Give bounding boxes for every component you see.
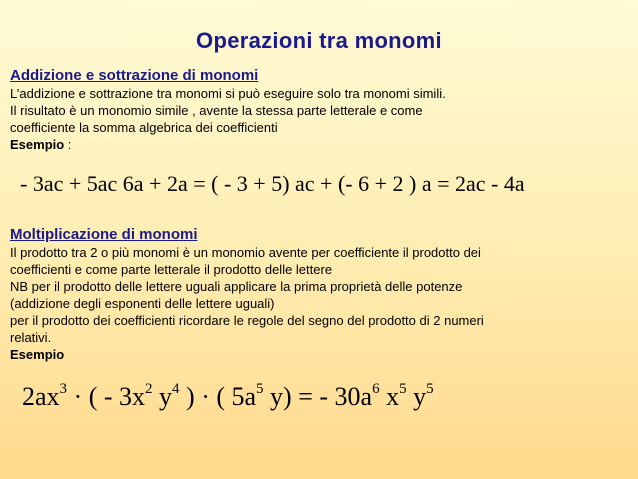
- addition-example-line: [10, 136, 630, 153]
- addition-line: L’addizione e sottrazione tra monomi si può eseguire solo tra monomi simili.: [10, 86, 446, 101]
- multiplication-line: (addizione degli esponenti delle lettere uguali): [10, 296, 275, 311]
- formula-exponent: 4: [172, 381, 180, 397]
- formula-exponent: 6: [372, 381, 380, 397]
- addition-line: Il risultato è un monomio simile , avente la stessa parte letterale e come: [10, 103, 423, 118]
- formula-term: · ( - 3x: [67, 382, 146, 411]
- formula-term: 2ax: [22, 382, 60, 411]
- multiplication-line: coefficienti e come parte letterale il prodotto delle lettere: [10, 262, 333, 277]
- addition-section: [10, 67, 630, 153]
- formula-term: y: [152, 382, 173, 411]
- addition-formula: - 3ac + 5ac 6a + 2a = ( - 3 + 5) ac + (- 6 + 2 ) a = 2ac - 4a: [20, 171, 525, 196]
- multiplication-example-line: [10, 346, 630, 363]
- formula-exponent: 5: [426, 381, 434, 397]
- formula-exponent: 2: [145, 381, 153, 397]
- multiplication-line: Il prodotto tra 2 o più monomi è un monomio avente per coefficiente il prodotto dei: [10, 245, 481, 260]
- formula-term: y: [406, 382, 427, 411]
- formula-exponent: 5: [399, 381, 407, 397]
- formula-exponent: 5: [256, 381, 264, 397]
- addition-heading: Addizione e sottrazione di monomi: [10, 67, 259, 84]
- formula-exponent: 3: [59, 381, 68, 397]
- multiplication-line: relativi.: [10, 330, 52, 345]
- multiplication-heading: Moltiplicazione di monomi: [10, 226, 198, 243]
- page-title: Operazioni tra monomi: [196, 28, 442, 53]
- example-label: Esempio: [10, 137, 65, 152]
- example-colon: :: [64, 137, 72, 152]
- multiplication-line: NB per il prodotto delle lettere uguali applicare la prima proprietà delle potenze: [10, 279, 463, 294]
- multiplication-line: per il prodotto dei coefficienti ricordare le regole del segno del prodotto di 2 numeri: [10, 313, 484, 328]
- multiplication-formula: [22, 382, 434, 412]
- example-label: Esempio: [10, 347, 65, 362]
- addition-line: coefficiente la somma algebrica dei coefficienti: [10, 120, 278, 135]
- formula-term: ) · ( 5a: [179, 382, 257, 411]
- formula-term: y) = - 30a: [263, 382, 373, 411]
- formula-term: x: [379, 382, 400, 411]
- multiplication-section: [10, 226, 630, 363]
